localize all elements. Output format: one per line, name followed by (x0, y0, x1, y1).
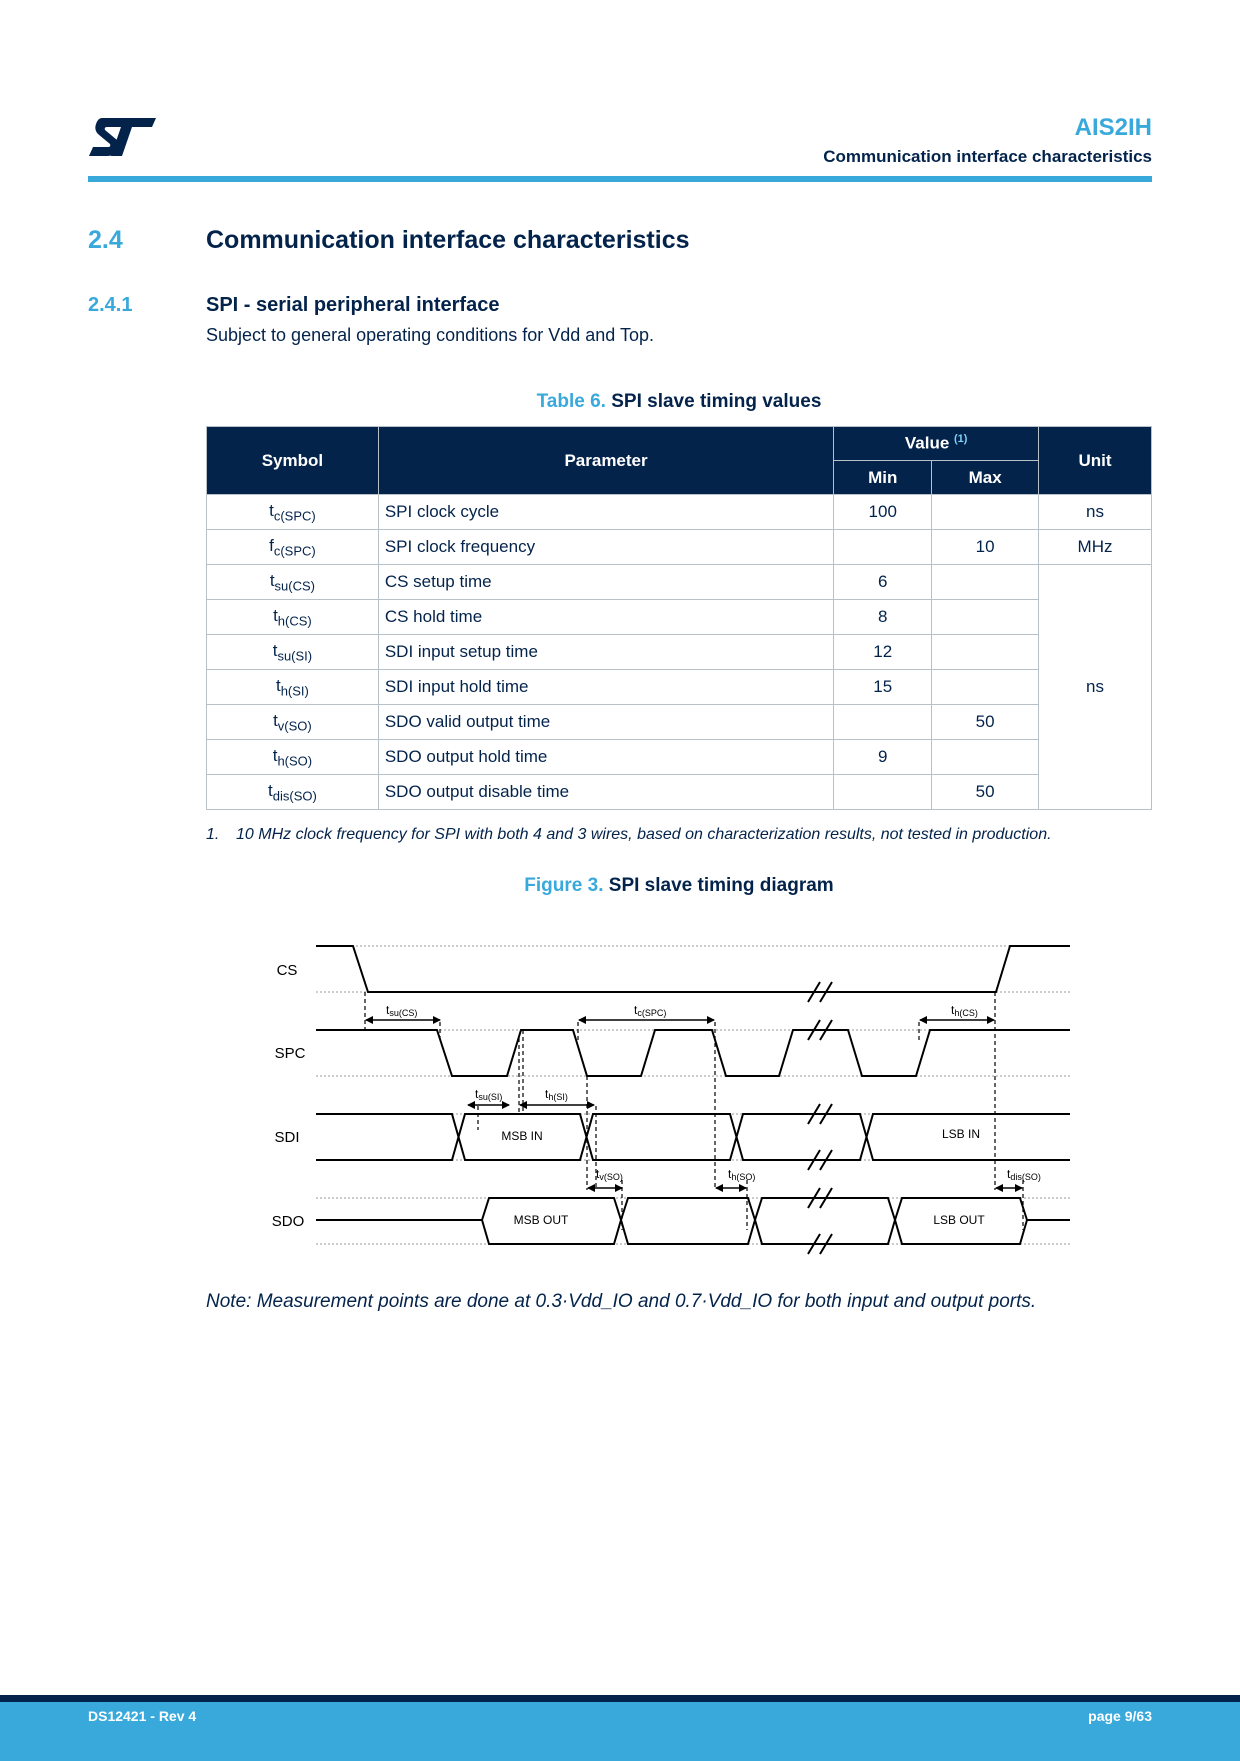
symbol-cell: $f_{c(SPC)}$ (207, 530, 379, 565)
symbol-cell: $t_{su(SI)}$ (207, 635, 379, 670)
table-row (207, 670, 1152, 705)
symbol-cell: $t_{h(SO)}$ (207, 740, 379, 775)
symbol-cell: $t_{dis(SO)}$ (207, 775, 379, 810)
table-row (207, 705, 1152, 740)
max-cell (932, 670, 1039, 705)
table-footnote (206, 826, 1052, 844)
figure-caption (0, 875, 1240, 897)
label-th-cs: th(CS) (951, 1003, 978, 1018)
header-rule (88, 176, 1152, 182)
table-row (207, 635, 1152, 670)
table-caption (0, 391, 1240, 413)
subsection-intro: Subject to general operating conditions for Vdd and Top. (206, 325, 654, 345)
table-caption-label: Table 6. (536, 391, 606, 412)
spi-timing-table (206, 426, 1152, 810)
timing-arrows (366, 1020, 1022, 1188)
unit-cell: MHz (1039, 530, 1152, 565)
figure-caption-label: Figure 3. (524, 875, 604, 896)
label-th-so: th(SO) (728, 1167, 756, 1182)
header-min: Min (834, 461, 932, 495)
label-tc-spc: tc(SPC) (634, 1003, 667, 1018)
max-cell: 50 (932, 775, 1039, 810)
st-logo (88, 116, 158, 158)
timing-guides (365, 992, 1023, 1230)
min-cell (834, 530, 932, 565)
reference-lines (316, 946, 1070, 1244)
header-value (834, 427, 1039, 461)
signal-label-sdi: SDI (274, 1129, 300, 1146)
header-section: Communication interface characteristics (823, 147, 1152, 166)
block-lsb-out: LSB OUT (933, 1213, 985, 1227)
parameter-cell: SPI clock frequency (378, 530, 833, 565)
subsection-number: 2.4.1 (88, 294, 133, 316)
spi-timing-diagram (260, 930, 1090, 1260)
footer-page-number: page 9/63 (1088, 1708, 1152, 1724)
label-tsu-cs: tsu(CS) (386, 1003, 418, 1018)
label-tdis-so: tdis(SO) (1007, 1167, 1041, 1182)
parameter-cell: SDI input hold time (378, 670, 833, 705)
subsection-title: SPI - serial peripheral interface (206, 294, 500, 316)
spc-waveform (316, 1030, 1070, 1076)
footer-bar (0, 1695, 1240, 1761)
table-row (207, 495, 1152, 530)
block-msb-out: MSB OUT (513, 1213, 569, 1227)
table-row (207, 530, 1152, 565)
section-title: Communication interface characteristics (206, 226, 690, 254)
max-cell (932, 635, 1039, 670)
min-cell: 8 (834, 600, 932, 635)
parameter-cell: SDO output hold time (378, 740, 833, 775)
signal-label-spc: SPC (274, 1045, 306, 1062)
table-row (207, 740, 1152, 775)
min-cell: 12 (834, 635, 932, 670)
max-cell (932, 565, 1039, 600)
footnote-number: 1. (206, 826, 220, 843)
symbol-cell: $t_{su(CS)}$ (207, 565, 379, 600)
header-value-label: Value (904, 433, 950, 453)
table-row (207, 775, 1152, 810)
parameter-cell: CS setup time (378, 565, 833, 600)
parameter-cell: SPI clock cycle (378, 495, 833, 530)
max-cell: 50 (932, 705, 1039, 740)
header-symbol: Symbol (207, 427, 379, 495)
symbol-cell: $t_{v(SO)}$ (207, 705, 379, 740)
label-tsu-si: tsu(SI) (475, 1087, 503, 1102)
header-parameter: Parameter (378, 427, 833, 495)
header-product: AIS2IH (1074, 114, 1152, 141)
figure-caption-title: SPI slave timing diagram (608, 875, 834, 896)
parameter-cell: SDO valid output time (378, 705, 833, 740)
measurement-note: Note: Measurement points are done at 0.3·Vdd_IO and 0.7·Vdd_IO for both input and output ports. (206, 1291, 1037, 1312)
min-cell: 6 (834, 565, 932, 600)
max-cell (932, 600, 1039, 635)
min-cell: 100 (834, 495, 932, 530)
break-marks (808, 982, 832, 1254)
header-max: Max (932, 461, 1039, 495)
block-msb-in: MSB IN (501, 1129, 543, 1143)
parameter-cell: SDO output disable time (378, 775, 833, 810)
footer-doc-id: DS12421 - Rev 4 (88, 1708, 197, 1724)
label-th-si: th(SI) (545, 1087, 568, 1102)
table-row (207, 565, 1152, 600)
signal-label-cs: CS (276, 962, 298, 979)
symbol-cell: $t_{c(SPC)}$ (207, 495, 379, 530)
parameter-cell: CS hold time (378, 600, 833, 635)
header-value-footnote-ref[interactable]: (1) (954, 433, 968, 446)
symbol-cell: $t_{h(SI)}$ (207, 670, 379, 705)
symbol-cell: $t_{h(CS)}$ (207, 600, 379, 635)
section-number: 2.4 (88, 226, 123, 254)
max-cell (932, 495, 1039, 530)
label-tv-so: tv(SO) (596, 1167, 623, 1182)
max-cell (932, 740, 1039, 775)
footnote-text: 10 MHz clock frequency for SPI with both 4 and 3 wires, based on characterization results, not tested in production. (236, 826, 1052, 843)
header-unit: Unit (1039, 427, 1152, 495)
table-row (207, 600, 1152, 635)
table-caption-title: SPI slave timing values (611, 391, 822, 412)
min-cell (834, 775, 932, 810)
parameter-cell: SDI input setup time (378, 635, 833, 670)
max-cell: 10 (932, 530, 1039, 565)
unit-cell: ns (1039, 495, 1152, 530)
block-lsb-in: LSB IN (941, 1127, 981, 1141)
cs-waveform (316, 946, 1070, 992)
min-cell (834, 705, 932, 740)
min-cell: 15 (834, 670, 932, 705)
min-cell: 9 (834, 740, 932, 775)
merged-unit-cell: ns (1039, 565, 1152, 810)
signal-label-sdo: SDO (271, 1213, 305, 1230)
